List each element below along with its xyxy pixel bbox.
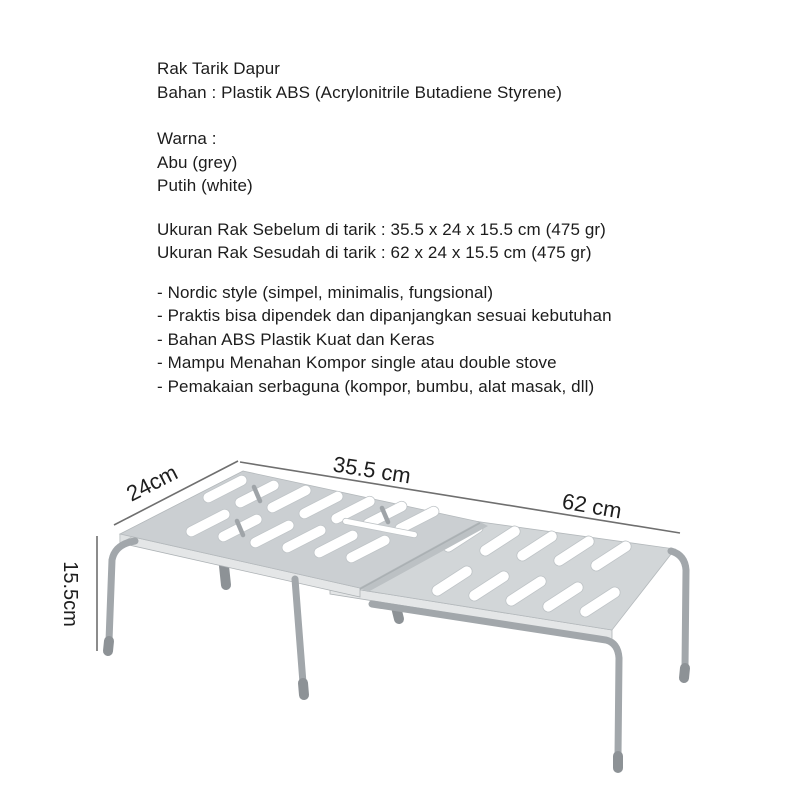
dimension-label-depth: 24cm [122, 459, 182, 507]
product-title: Rak Tarik Dapur [157, 59, 281, 78]
size-after-line: Ukuran Rak Sesudah di tarik : 62 x 24 x 15.5 cm (475 gr) [157, 243, 592, 262]
color-option: Abu (grey) [157, 152, 238, 172]
color-heading: Warna : [157, 129, 217, 148]
dimension-label-width-extended: 62 cm [560, 488, 624, 524]
color-option: Putih (white) [157, 176, 253, 195]
feature-item: - Bahan ABS Plastik Kuat dan Keras [157, 329, 435, 349]
feature-item: - Mampu Menahan Kompor single atau double stove [157, 353, 557, 372]
feature-item: - Praktis bisa dipendek dan dipanjangkan sesuai kebutuhan [157, 306, 612, 325]
feature-item: - Nordic style (simpel, minimalis, fungsional) [157, 282, 494, 302]
size-before-line: Ukuran Rak Sebelum di tarik : 35.5 x 24 x 15.5 cm (475 gr) [157, 219, 606, 239]
dimension-label-height: 15.5cm [59, 561, 81, 627]
feature-item: - Pemakaian serbaguna (kompor, bumbu, alat masak, dll) [157, 376, 595, 396]
material-line: Bahan : Plastik ABS (Acrylonitrile Butadiene Styrene) [157, 82, 562, 102]
dimension-label-width-collapsed: 35.5 cm [331, 451, 413, 489]
